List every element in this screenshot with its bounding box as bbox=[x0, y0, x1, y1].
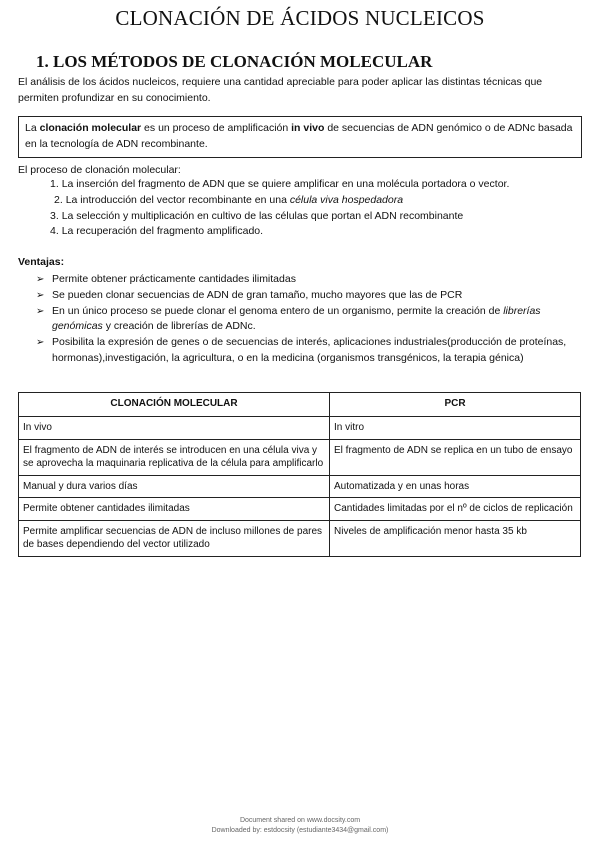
footer-shared-note: Document shared on www.docsity.com bbox=[239, 817, 361, 824]
table-row bbox=[19, 520, 581, 556]
step-text: La recuperación del fragmento amplificado. bbox=[61, 225, 264, 238]
advantage-item bbox=[36, 304, 576, 336]
table-cell: Cantidades limitadas por el nº de ciclos de replicación bbox=[330, 498, 581, 521]
step-text: La selección y multiplicación en cultivo de las células que portan el ADN recombinante bbox=[61, 209, 464, 222]
advantage-text: Se pueden clonar secuencias de ADN de gran tamaño, mucho mayores que las de PCR bbox=[52, 288, 463, 301]
step-item bbox=[50, 193, 570, 209]
section-number: 1. bbox=[36, 52, 49, 71]
table-row bbox=[19, 475, 581, 498]
advantage-italic: librerías genómicas bbox=[52, 304, 541, 333]
definition-emph: in vivo bbox=[291, 122, 325, 134]
advantage-tail: y creación de librerías de ADNc. bbox=[102, 320, 256, 333]
table-cell: Permite obtener cantidades ilimitadas bbox=[19, 498, 330, 521]
table-cell: Automatizada y en unas horas bbox=[330, 475, 581, 498]
intro-paragraph: El análisis de los ácidos nucleicos, requiere una cantidad apreciable para poder aplicar las distintas técnicas que permiten profundizar en su conocimiento. bbox=[18, 76, 543, 104]
step-item bbox=[50, 224, 570, 240]
definition-pre: La bbox=[25, 122, 40, 134]
footer-download-note: Downloaded by: estdocsity (estudiante3434@gmail.com) bbox=[211, 827, 389, 834]
table-cell: In vivo bbox=[19, 417, 330, 440]
advantage-item bbox=[36, 335, 576, 367]
step-italic: célula viva hospedadora bbox=[289, 193, 404, 206]
definition-box bbox=[18, 116, 582, 158]
process-heading: El proceso de clonación molecular: bbox=[18, 164, 181, 176]
step-text: La inserción del fragmento de ADN que se quiere amplificar en una molécula portadora o vector. bbox=[61, 178, 510, 190]
process-steps bbox=[50, 177, 570, 240]
table-row bbox=[19, 439, 581, 475]
step-text: La introducción del vector recombinante en una bbox=[65, 193, 290, 206]
table-header-cell: CLONACIÓN MOLECULAR bbox=[19, 393, 330, 417]
table-cell: El fragmento de ADN de interés se introducen en una célula viva y se aprovecha la maquinaria replicativa de la célula para amplificarlo bbox=[19, 439, 330, 475]
table-header-row bbox=[19, 393, 581, 417]
step-number: 3. bbox=[50, 209, 59, 222]
section-heading-text: LOS MÉTODOS DE CLONACIÓN MOLECULAR bbox=[53, 52, 433, 71]
advantage-text: Permite obtener prácticamente cantidades ilimitadas bbox=[52, 273, 296, 285]
definition-mid: es un proceso de amplificación bbox=[141, 122, 292, 134]
step-item bbox=[50, 209, 570, 225]
step-item bbox=[50, 177, 570, 193]
advantage-text: En un único proceso se puede clonar el genoma entero de un organismo, permite la creación de bbox=[52, 304, 504, 317]
table-header-cell: PCR bbox=[330, 393, 581, 417]
table-cell: Permite amplificar secuencias de ADN de incluso millones de pares de bases dependiendo del vector utilizado bbox=[19, 520, 330, 556]
advantage-item bbox=[36, 288, 576, 304]
section-heading bbox=[36, 52, 432, 72]
arrow-bullet-icon: ➢ bbox=[36, 305, 45, 317]
page-footer bbox=[0, 816, 600, 836]
arrow-bullet-icon: ➢ bbox=[36, 337, 45, 349]
definition-post: de secuencias de ADN genómico o de ADNc basada en la tecnología de ADN recombinante. bbox=[25, 122, 573, 150]
definition-term: clonación molecular bbox=[39, 122, 142, 134]
table-cell: El fragmento de ADN se replica en un tubo de ensayo bbox=[330, 439, 581, 475]
comparison-table bbox=[18, 392, 581, 557]
table-cell: Manual y dura varios días bbox=[19, 475, 330, 498]
step-number: 2. bbox=[54, 193, 63, 206]
advantages-heading: Ventajas: bbox=[18, 256, 65, 268]
document-title: CLONACIÓN DE ÁCIDOS NUCLEICOS bbox=[115, 6, 485, 30]
advantages-list bbox=[36, 272, 576, 367]
step-number: 4. bbox=[50, 225, 59, 238]
table-row bbox=[19, 498, 581, 521]
table-cell: In vitro bbox=[330, 417, 581, 440]
arrow-bullet-icon: ➢ bbox=[36, 274, 45, 285]
advantage-text: Posibilita la expresión de genes o de secuencias de interés, aplicaciones industriales(producción de proteínas, hormonas),investigación, la agricultura, o en la medicina (organismos transgénicos, la terapia génica) bbox=[52, 336, 567, 364]
arrow-bullet-icon: ➢ bbox=[36, 289, 45, 301]
step-number: 1. bbox=[50, 178, 59, 190]
table-row bbox=[19, 417, 581, 440]
advantage-item bbox=[36, 272, 576, 288]
table-cell: Niveles de amplificación menor hasta 35 kb bbox=[330, 520, 581, 556]
